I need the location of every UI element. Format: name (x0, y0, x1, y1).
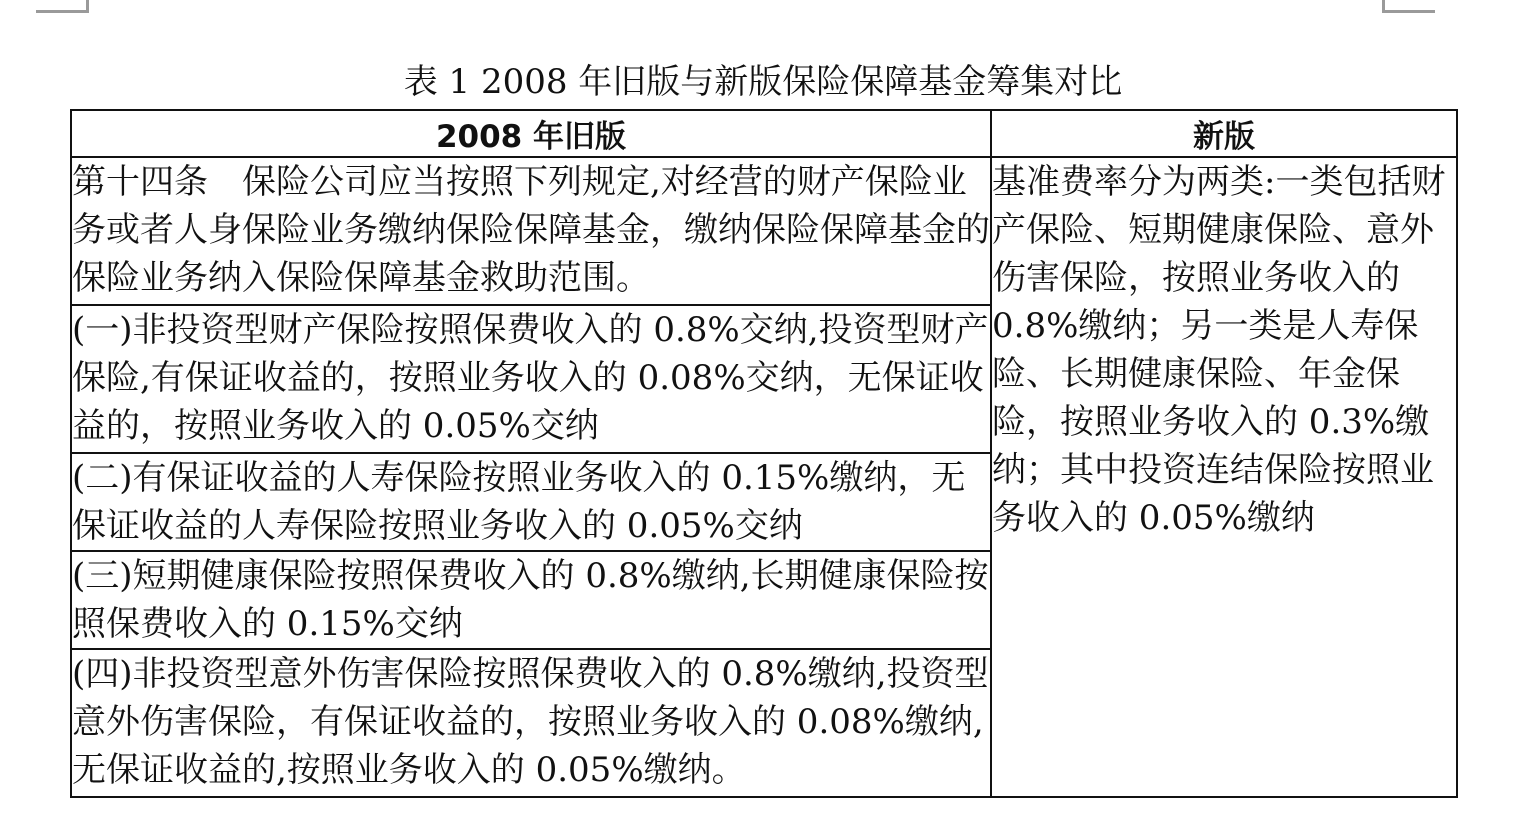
header-new-version: 新版 (991, 110, 1457, 157)
table-caption: 表 1 2008 年旧版与新版保险保障基金筹集对比 (403, 62, 1123, 102)
comparison-table (70, 109, 1458, 798)
header-row (71, 110, 1457, 157)
crop-mark-left (36, 0, 89, 13)
old-item-1: (一)非投资型财产保险按照保费收入的 0.8%交纳,投资型财产保险,有保证收益的，按照业务收入的 0.08%交纳，无保证收益的，按照业务收入的 0.05%交纳 (71, 305, 991, 453)
table-row (71, 157, 1457, 305)
crop-mark-right (1382, 0, 1435, 13)
old-item-4: (四)非投资型意外伤害保险按照保费收入的 0.8%缴纳,投资型意外伤害保险，有保证收益的，按照业务收入的 0.08%缴纳,无保证收益的,按照业务收入的 0.05%缴纳。 (71, 649, 991, 797)
header-old-version: 2008 年旧版 (71, 110, 991, 157)
old-article-14: 第十四条 保险公司应当按照下列规定,对经营的财产保险业务或者人身保险业务缴纳保险保障基金，缴纳保险保障基金的保险业务纳入保险保障基金救助范围。 (71, 157, 991, 305)
new-version-text: 基准费率分为两类:一类包括财产保险、短期健康保险、意外伤害保险，按照业务收入的 0.8%缴纳；另一类是人寿保险、长期健康保险、年金保险，按照业务收入的 0.3%缴纳；其中投资连结保险按照业务收入的 0.05%缴纳 (991, 157, 1457, 797)
old-item-2: (二)有保证收益的人寿保险按照业务收入的 0.15%缴纳，无保证收益的人寿保险按照业务收入的 0.05%交纳 (71, 453, 991, 551)
old-item-3: (三)短期健康保险按照保费收入的 0.8%缴纳,长期健康保险按照保费收入的 0.15%交纳 (71, 551, 991, 649)
